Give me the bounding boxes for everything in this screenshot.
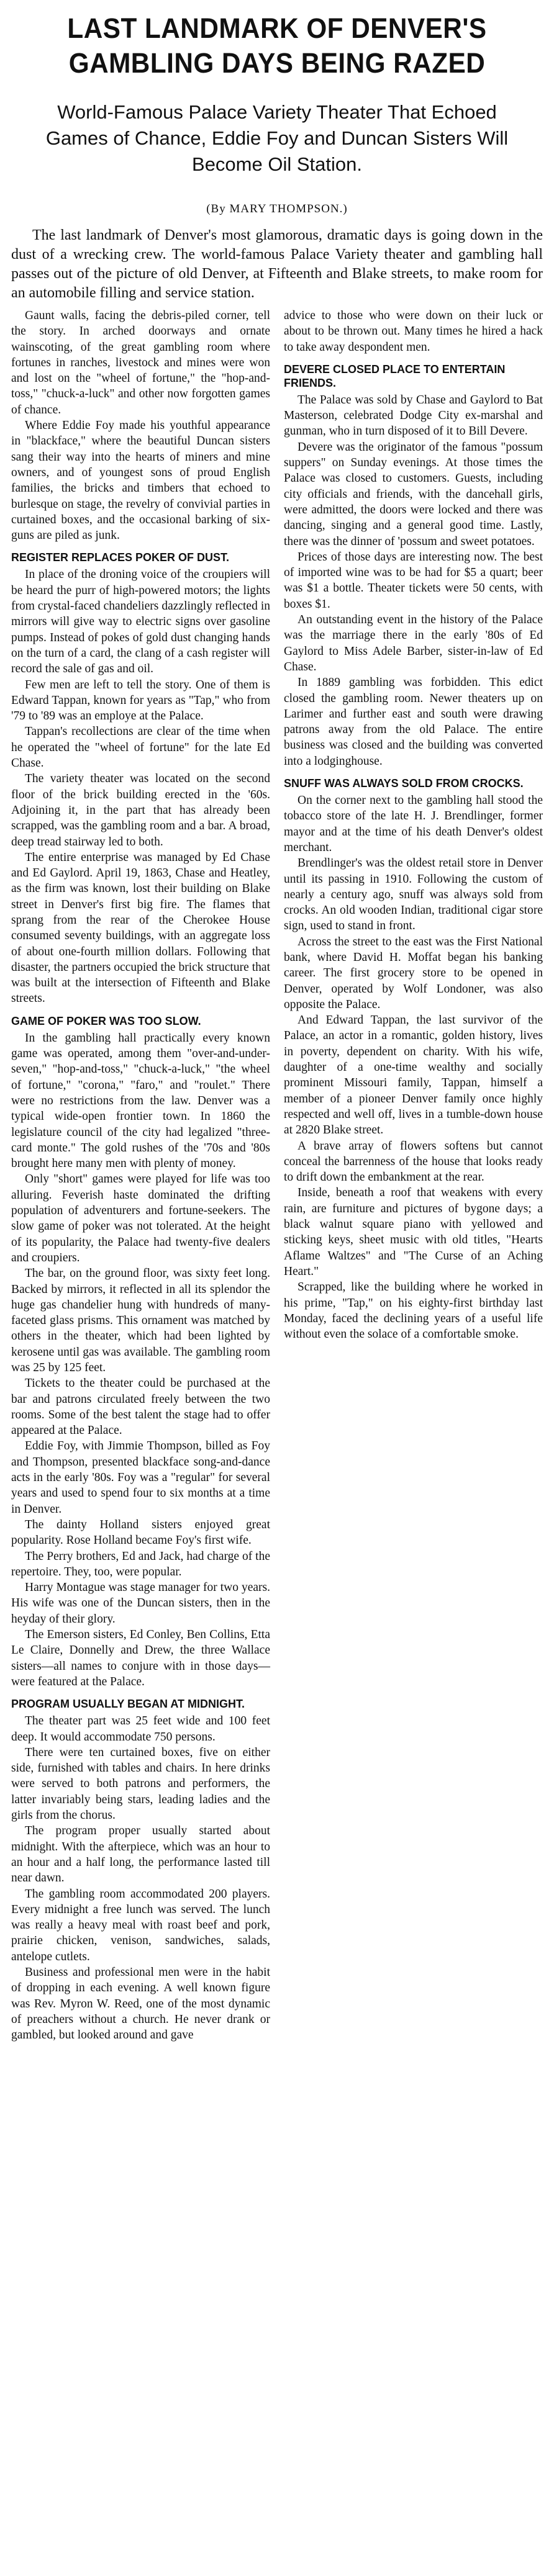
headline-line-2: GAMBLING DAYS BEING RAZED: [68, 47, 486, 79]
body-paragraph: The Emerson sisters, Ed Conley, Ben Collins, Etta Le Claire, Donnelly and Drew, the three Wallace sisters—all names to conjure with in those days—were featured at the Palace.: [11, 1628, 270, 1688]
right-column: [284, 308, 543, 2043]
section-subhead: DEVERE CLOSED PLACE TO ENTERTAIN FRIENDS.: [284, 363, 506, 389]
body-paragraph: There were ten curtained boxes, five on either side, furnished with tables and chairs. In here drinks were served to both patrons and performers, the latter invariably being stars, leading ladies and the girls from the chorus.: [11, 1745, 270, 1822]
body-paragraph: Devere was the originator of the famous "possum suppers" on Sunday evenings. At those times the Palace was closed to customers. Guests, including city officials and friends, with the dancehall girls, were admitted, the doors were locked and there was dancing, singing and a general good time. Lastly, there was the dinner of 'possum and sweet potatoes.: [284, 440, 543, 548]
section-subhead: REGISTER REPLACES POKER OF DUST.: [11, 551, 230, 564]
body-paragraph: Where Eddie Foy made his youthful appearance in "blackface," where the beautiful Duncan sisters sang their way into the hearts of miners and mine owners, and of youngest sons of proud English families, the bricks and timbers that echoed to burlesque on stage, the revelry of convivial parties in curtained boxes, and the occasional barking of six-guns are piled as junk.: [11, 419, 270, 543]
body-paragraph: In 1889 gambling was forbidden. This edict closed the gambling room. Newer theaters up on Larimer and further east and south were drawing patrons away from the old Palace. The entire business was closed and the building was converted into a lodginghouse.: [284, 676, 543, 768]
body-paragraph: Prices of those days are interesting now. The best of imported wine was to be had for $5 a quart; beer was $1 a bottle. Theater tickets were 50 cents, with boxes $1.: [284, 550, 543, 611]
headline-line-1: LAST LANDMARK OF DENVER'S: [67, 12, 487, 44]
body-paragraph: The entire enterprise was managed by Ed Chase and Ed Gaylord. April 19, 1863, Chase and Heatley, as the firm was known, lost their building on Blake street in Denver's first big fire. The flames that sprang from the rear of the Cherokee House consumed seventy buildings, with an aggregate loss of about one-fourth million dollars. Following that disaster, the partners occupied the brick structure that was built at the intersection of Fifteenth and Blake streets.: [11, 850, 270, 1006]
body-paragraph: In the gambling hall practically every known game was operated, among them "over-and-under-seven," "hop-and-toss," "chuck-a-luck," "the wheel of fortune," "corona," "faro," and "roulet." There were no restrictions from the law. Denver was a typical wide-open frontier town. In 1860 the legislature council of the city had legalized "three-card monte." The gold rushes of the '70s and '80s brought here many men with plenty of money.: [11, 1031, 270, 1171]
subheadline-deck: World-Famous Palace Variety Theater That Echoed Games of Chance, Eddie Foy and Duncan Sisters Will Become Oil Station.: [45, 101, 509, 175]
body-paragraph: On the corner next to the gambling hall stood the tobacco store of the late H. J. Brendlinger, former mayor and at the time of his death Denver's oldest merchant.: [284, 794, 543, 854]
body-paragraph: An outstanding event in the history of the Palace was the marriage there in the early '80s of Ed Gaylord to Miss Adele Barber, sister-in-law of Ed Chase.: [284, 613, 543, 673]
body-paragraph: Tappan's recollections are clear of the time when he operated the "wheel of fortune" for the late Ed Chase.: [11, 725, 270, 770]
body-paragraph: A brave array of flowers softens but cannot conceal the barrenness of the house that looks ready to drift down the embankment at the rear.: [284, 1139, 543, 1184]
lead-paragraph: The last landmark of Denver's most glamorous, dramatic days is going down in the dust of a wrecking crew. The world-famous Palace Variety theater and gambling hall passes out of the picture of old Denver, at Fifteenth and Blake streets, to make room for an automobile filling and service station.: [11, 227, 543, 301]
body-paragraph: In place of the droning voice of the croupiers will be heard the purr of high-powered motors; the lights from crystal-faced chandeliers dazzlingly reflected in mirrors will give way to electric signs over gasoline pumps. Instead of pokes of gold dust changing hands on the turn of a card, the clang of a cash register will record the sale of gas and oil.: [11, 568, 270, 676]
body-paragraph: Harry Montague was stage manager for two years. His wife was one of the Duncan sisters, then in the heyday of their glory.: [11, 1581, 270, 1626]
section-subhead: SNUFF WAS ALWAYS SOLD FROM CROCKS.: [284, 777, 524, 790]
body-paragraph: The variety theater was located on the second floor of the brick building erected in the '60s. Adjoining it, in the part that has already been scrapped, was the gambling room and a bar. A broad, deep tread stairway led to both.: [11, 772, 270, 849]
body-paragraph: The dainty Holland sisters enjoyed great popularity. Rose Holland became Foy's first wife.: [11, 1518, 270, 1547]
body-paragraph: The gambling room accommodated 200 players. Every midnight a free lunch was served. The lunch was really a heavy meal with roast beef and pork, prairie chicken, venison, sandwiches, salads, antelope cutlets.: [11, 1887, 270, 1963]
body-paragraph: The Perry brothers, Ed and Jack, had charge of the repertoire. They, too, were popular.: [11, 1549, 270, 1578]
body-paragraph: The Palace was sold by Chase and Gaylord to Bat Masterson, celebrated Dodge City ex-marshal and gunman, who in turn disposed of it to Bill Devere.: [284, 393, 543, 438]
body-paragraph: The bar, on the ground floor, was sixty feet long. Backed by mirrors, it reflected in all its splendor the huge gas chandelier hung with hundreds of many-faceted glass prisms. This ornament was matched by others in the theater, which had been lighted by kerosene until gas was available. The gambling room was 25 by 125 feet.: [11, 1267, 270, 1374]
body-paragraph: Gaunt walls, facing the debris-piled corner, tell the story. In arched doorways and ornate wainscoting, of the great gambling room where fortunes in ranches, livestock and mines were won and lost on the "wheel of fortune," the "hop-and-toss," "chuck-a-luck" and other now forgotten games of chance.: [11, 309, 270, 417]
body-paragraph: Inside, beneath a roof that weakens with every rain, are furniture and pictures of bygone days; a black walnut square piano with yellowed and sticking keys, sheet music with old titles, "Hearts Aflame Waltzes" and "The Curse of an Aching Heart.": [284, 1186, 543, 1278]
body-paragraph: Scrapped, like the building where he worked in his prime, "Tap," on his eighty-first birthday last Monday, faced the declining years of a useful life without even the solace of a comfortable smoke.: [284, 1281, 543, 1341]
body-paragraph: Few men are left to tell the story. One of them is Edward Tappan, known for years as "Tap," who from '79 to '89 was an employe at the Palace.: [11, 678, 270, 723]
body-paragraph: Business and professional men were in the habit of dropping in each evening. A well known figure was Rev. Myron W. Reed, one of the most dynamic of preachers without a church. He never drank or gambled, but looked around and gave: [11, 1965, 270, 2042]
body-paragraph: advice to those who were down on their luck or about to be thrown out. Many times he hired a hack to take away despondent men.: [284, 309, 543, 354]
section-subhead: PROGRAM USUALLY BEGAN AT MIDNIGHT.: [11, 1698, 245, 1711]
article-columns: [11, 308, 543, 2043]
body-paragraph: The program proper usually started about midnight. With the afterpiece, which was an hour to an hour and a half long, the performance lasted till near dawn.: [11, 1824, 270, 1885]
section-subhead: GAME OF POKER WAS TOO SLOW.: [11, 1014, 201, 1027]
body-paragraph: And Edward Tappan, the last survivor of the Palace, an actor in a romantic, golden history, lives in poverty, dependent on charity. With his wife, daughter of a one-time wealthy and socially prominent Missouri family, Tappan, himself a member of a pioneer Denver family once highly respected and well off, lives in a tumble-down house at 2820 Blake street.: [284, 1014, 543, 1137]
body-paragraph: Only "short" games were played for life was too alluring. Feverish haste dominated the drifting population of adventurers and fortune-seekers. The slow game of poker was not tolerated. At the height of its popularity, the Palace had twenty-five dealers and croupiers.: [11, 1173, 270, 1264]
body-paragraph: The theater part was 25 feet wide and 100 feet deep. It would accommodate 750 persons.: [11, 1714, 270, 1744]
body-paragraph: Tickets to the theater could be purchased at the bar and patrons circulated freely between the two rooms. Some of the best talent the stage had to offer appeared at the Palace.: [11, 1377, 270, 1438]
headline: [27, 11, 527, 81]
body-paragraph: Eddie Foy, with Jimmie Thompson, billed as Foy and Thompson, presented blackface song-and-dance acts in the early '80s. Foy was a "regular" for several years and used to spend four to six months at a time in Denver.: [11, 1439, 270, 1516]
left-column: [11, 308, 270, 2043]
byline: (By MARY THOMPSON.): [206, 202, 348, 215]
body-paragraph: Brendlinger's was the oldest retail store in Denver until its passing in 1910. Following the custom of nearly a century ago, snuff was always sold from crocks. An old wooden Indian, traditional cigar store sign, used to stand in front.: [284, 857, 543, 933]
body-paragraph: Across the street to the east was the First National bank, where David H. Moffat began his banking career. The first grocery store to be opened in Denver, operated by Wolf Londoner, was also opposite the Palace.: [284, 935, 543, 1011]
